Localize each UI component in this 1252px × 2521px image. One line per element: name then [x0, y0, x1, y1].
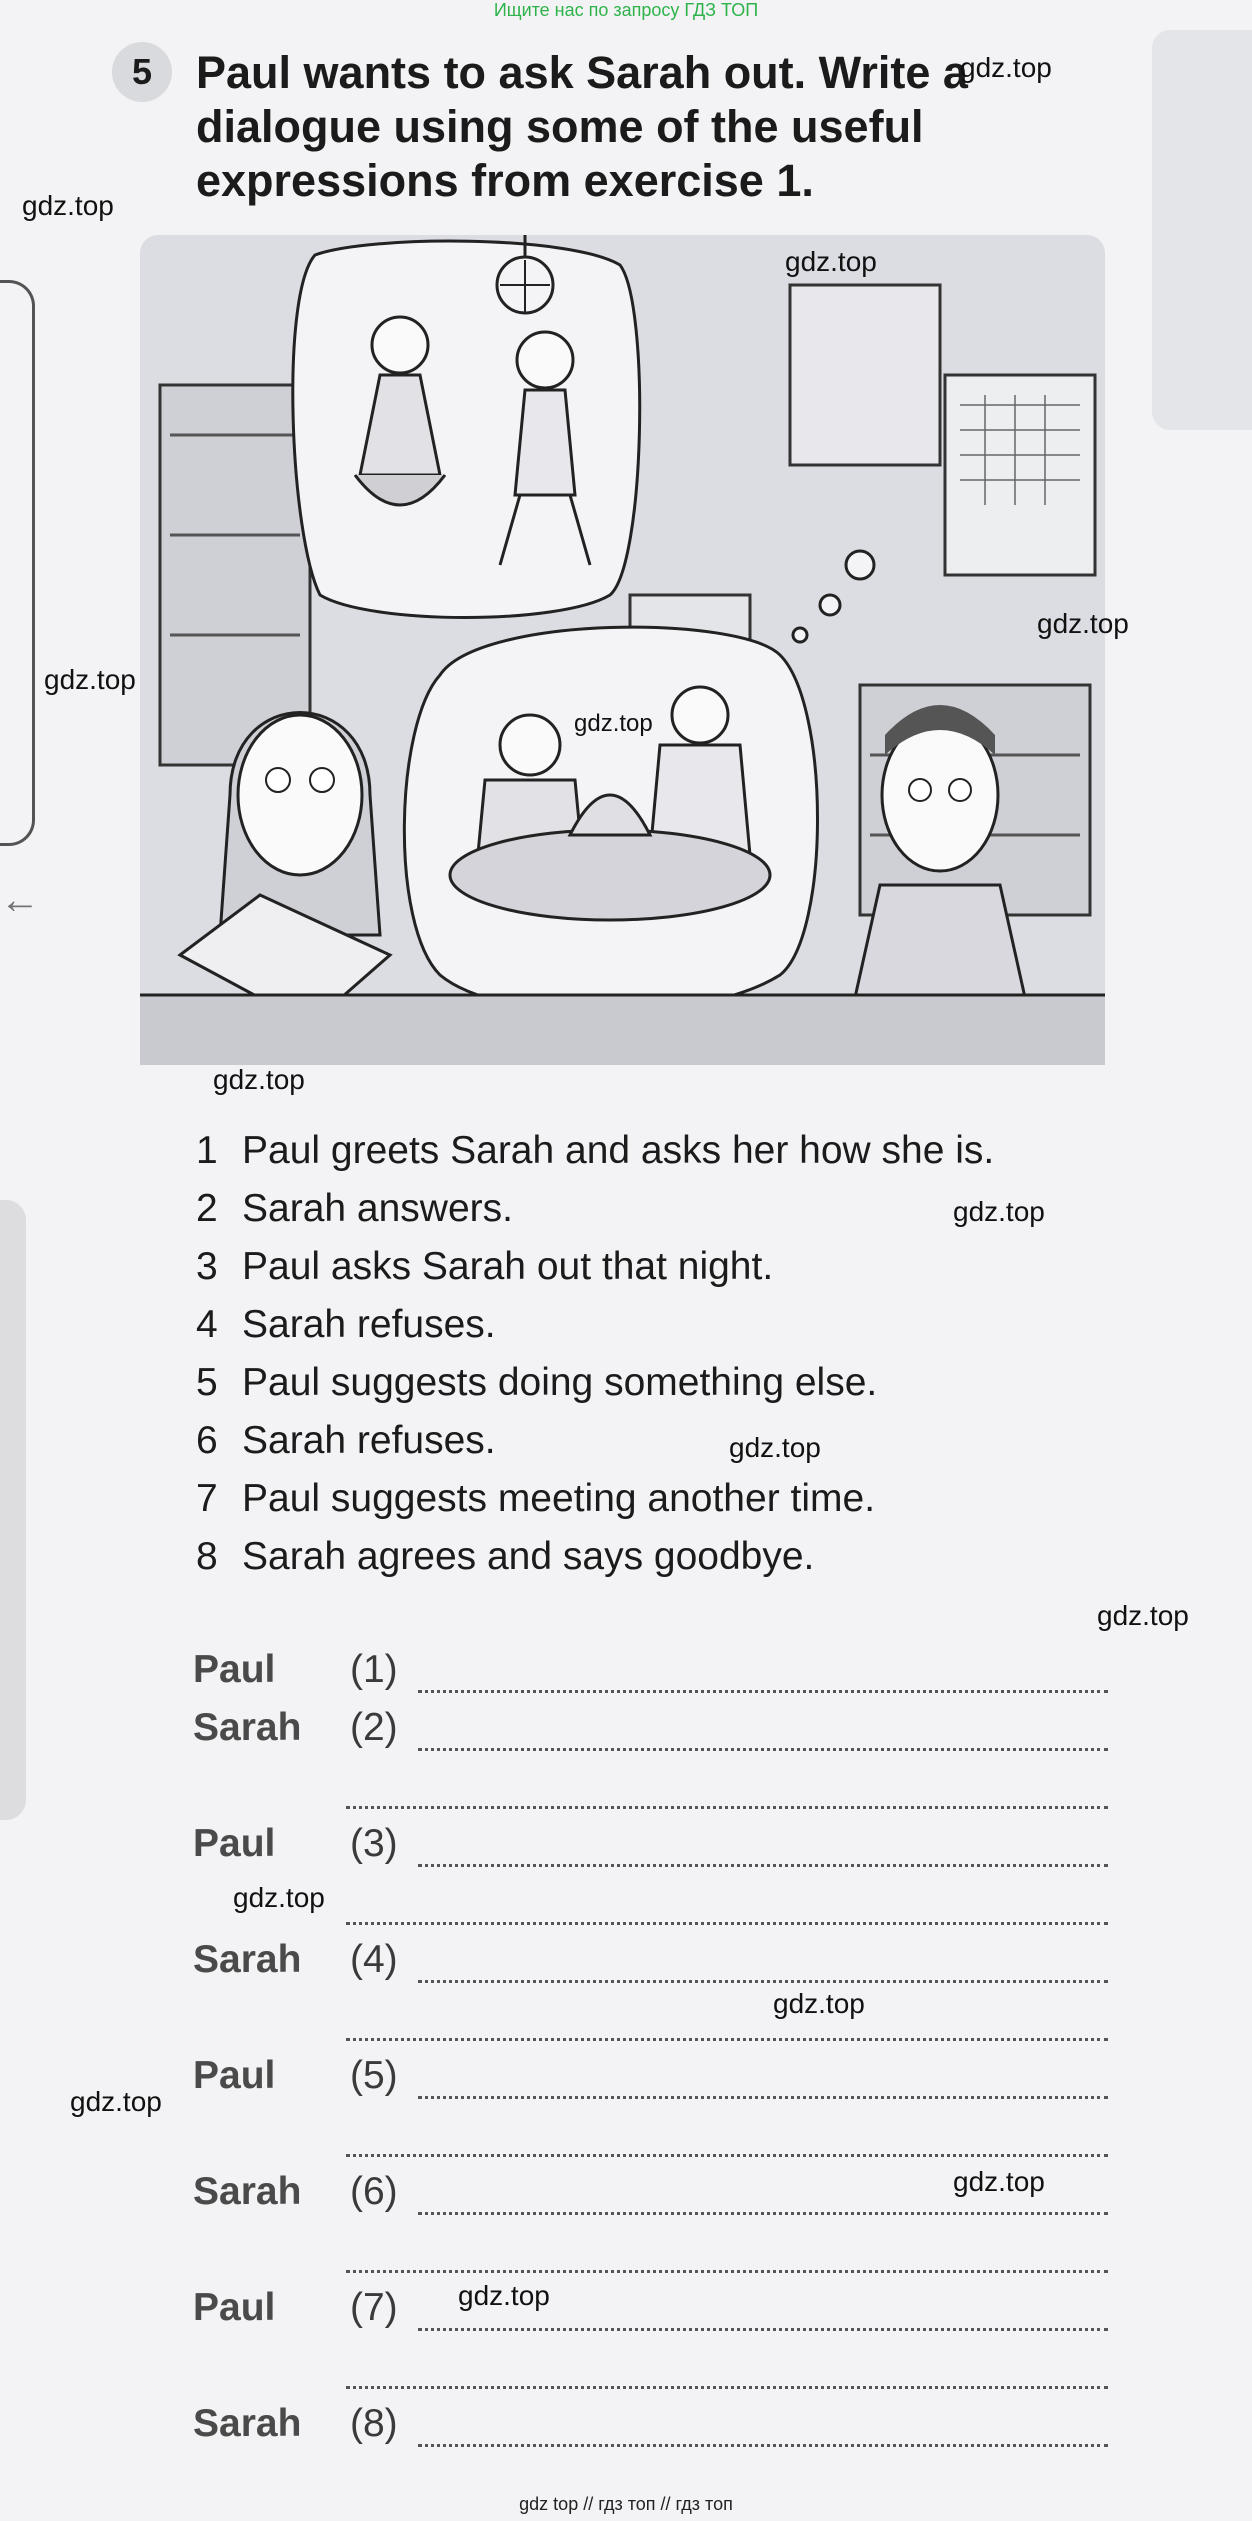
task-list	[196, 1122, 994, 1586]
watermark: gdz.top	[22, 190, 114, 221]
answer-line[interactable]	[418, 1980, 1108, 1983]
answer-line[interactable]	[418, 2096, 1108, 2099]
task-item: 4 Sarah refuses.	[196, 1303, 496, 1346]
watermark: gdz.top	[213, 1064, 305, 1095]
answer-line[interactable]	[346, 2154, 1108, 2157]
adjacent-page-edge-lower	[0, 1200, 26, 1820]
site-banner[interactable]: Ищите нас по запросу ГДЗ ТОП	[493, 0, 759, 20]
watermark: gdz.top	[953, 2166, 1045, 2197]
answer-line[interactable]	[346, 2386, 1108, 2389]
watermark: gdz.top	[729, 1432, 821, 1463]
line-number: (1)	[350, 1648, 398, 1691]
task-item: 8 Sarah agrees and says goodbye.	[196, 1535, 815, 1578]
answer-line[interactable]	[346, 1922, 1108, 1925]
speaker-label: Sarah	[193, 2170, 302, 2213]
task-item: 7 Paul suggests meeting another time.	[196, 1477, 876, 1520]
speaker-label: Paul	[193, 2054, 276, 2097]
adjacent-page-edge	[0, 280, 35, 846]
line-number: (3)	[350, 1822, 398, 1865]
line-number: (5)	[350, 2054, 398, 2097]
task-item: 1 Paul greets Sarah and asks her how she is.	[196, 1129, 995, 1172]
task-item: 6 Sarah refuses.	[196, 1419, 496, 1462]
line-number: (2)	[350, 1706, 398, 1749]
answer-line[interactable]	[418, 2212, 1108, 2215]
answer-line[interactable]	[418, 2328, 1108, 2331]
answer-line[interactable]	[346, 2038, 1108, 2041]
speaker-label: Sarah	[193, 2402, 302, 2445]
footer-watermark: gdz top // гдз топ // гдз топ	[519, 2494, 733, 2514]
exercise-title: Paul wants to ask Sarah out. Write a dialogue using some of the useful expressions from exercise 1.	[196, 47, 968, 206]
page-edge-tab	[1152, 30, 1252, 430]
speaker-label: Sarah	[193, 1706, 302, 1749]
exercise-number-badge: 5	[112, 42, 172, 102]
watermark: gdz.top	[574, 710, 653, 737]
line-number: (7)	[350, 2286, 398, 2329]
answer-line[interactable]	[418, 2444, 1108, 2447]
speaker-label: Paul	[193, 1648, 276, 1691]
watermark: gdz.top	[773, 1988, 865, 2019]
cartoon-illustration	[140, 235, 1105, 1065]
answer-line[interactable]	[346, 2270, 1108, 2273]
watermark: gdz.top	[1037, 608, 1129, 639]
watermark: gdz.top	[44, 664, 136, 695]
answer-line[interactable]	[418, 1864, 1108, 1867]
watermark: gdz.top	[458, 2280, 550, 2311]
task-item: 3 Paul asks Sarah out that night.	[196, 1245, 774, 1288]
answer-line[interactable]	[418, 1690, 1108, 1693]
answer-line[interactable]	[418, 1748, 1108, 1751]
watermark: gdz.top	[1097, 1600, 1189, 1631]
answer-line[interactable]	[346, 1806, 1108, 1809]
line-number: (6)	[350, 2170, 398, 2213]
task-item: 2 Sarah answers.	[196, 1187, 513, 1230]
speaker-label: Sarah	[193, 1938, 302, 1981]
watermark: gdz.top	[960, 52, 1052, 83]
watermark: gdz.top	[233, 1882, 325, 1913]
line-number: (8)	[350, 2402, 398, 2445]
watermark: gdz.top	[70, 2086, 162, 2117]
watermark: gdz.top	[785, 246, 877, 277]
task-item: 5 Paul suggests doing something else.	[196, 1361, 878, 1404]
speaker-label: Paul	[193, 1822, 276, 1865]
speaker-label: Paul	[193, 2286, 276, 2329]
watermark: gdz.top	[953, 1196, 1045, 1227]
line-number: (4)	[350, 1938, 398, 1981]
arrow-icon: ←	[0, 878, 40, 922]
